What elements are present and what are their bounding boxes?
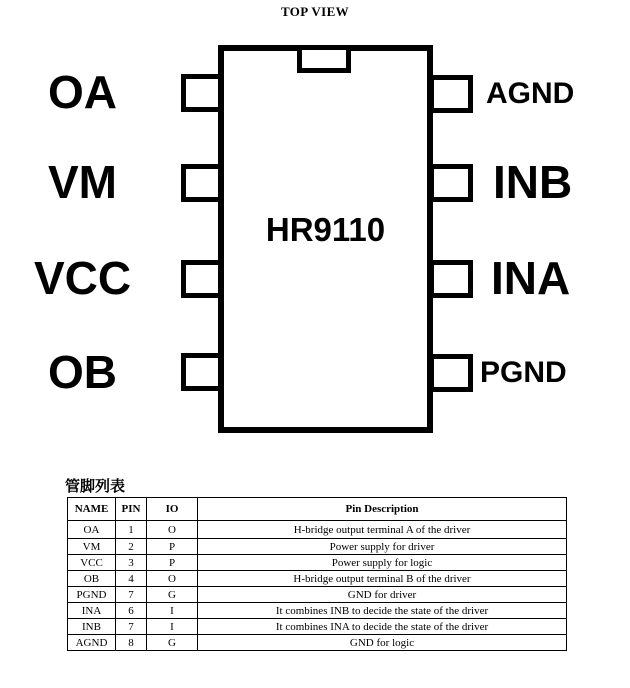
cell-pin: 1: [116, 521, 147, 539]
col-header-io: IO: [147, 498, 198, 521]
pin-pad-ina: [429, 260, 473, 298]
pin-label-ob: OB: [48, 346, 117, 398]
table-row: [68, 571, 567, 587]
chip-name: HR9110: [265, 211, 386, 248]
table-row: [68, 521, 567, 539]
cell-pin: 2: [116, 539, 147, 555]
cell-name: OA: [68, 521, 116, 539]
cell-description: It combines INA to decide the state of the driver: [198, 619, 567, 635]
pin-table-header-row: [68, 498, 567, 521]
cell-description: GND for logic: [198, 635, 567, 651]
cell-io: G: [147, 635, 198, 651]
cell-io: I: [147, 619, 198, 635]
cell-description: Power supply for driver: [198, 539, 567, 555]
cell-pin: 3: [116, 555, 147, 571]
cell-pin: 6: [116, 603, 147, 619]
cell-io: I: [147, 603, 198, 619]
cell-name: INB: [68, 619, 116, 635]
pin-pad-pgnd: [429, 354, 473, 392]
table-row: [68, 555, 567, 571]
cell-name: OB: [68, 571, 116, 587]
cell-name: AGND: [68, 635, 116, 651]
cell-io: O: [147, 521, 198, 539]
col-header-name: NAME: [68, 498, 116, 521]
pin-label-inb: INB: [493, 156, 573, 208]
top-view-label: TOP VIEW: [280, 4, 350, 19]
pin-label-agnd: AGND: [486, 77, 575, 110]
chip-notch-marker: [297, 45, 351, 73]
cell-name: PGND: [68, 587, 116, 603]
cell-description: Power supply for logic: [198, 555, 567, 571]
cell-io: O: [147, 571, 198, 587]
cell-name: VM: [68, 539, 116, 555]
pin-label-ina: INA: [491, 252, 571, 304]
pin-pad-vcc: [181, 260, 223, 298]
table-row: [68, 619, 567, 635]
pin-label-vm: VM: [48, 156, 117, 208]
cell-io: G: [147, 587, 198, 603]
table-row: [68, 587, 567, 603]
table-row: [68, 635, 567, 651]
cell-pin: 7: [116, 587, 147, 603]
cell-description: H-bridge output terminal A of the driver: [198, 521, 567, 539]
pin-pad-oa: [181, 74, 223, 112]
col-header-description: Pin Description: [198, 498, 567, 521]
pin-table: [67, 497, 567, 651]
table-row: [68, 539, 567, 555]
pin-label-oa: OA: [48, 66, 117, 118]
pin-label-vcc: VCC: [33, 252, 132, 304]
cell-description: It combines INB to decide the state of the driver: [198, 603, 567, 619]
pin-pad-agnd: [429, 75, 473, 113]
cell-description: H-bridge output terminal B of the driver: [198, 571, 567, 587]
pin-table-title: 管脚列表: [65, 478, 126, 495]
table-row: [68, 603, 567, 619]
pin-label-pgnd: PGND: [480, 356, 567, 389]
pin-pad-ob: [181, 353, 223, 391]
pin-pad-inb: [429, 164, 473, 202]
cell-name: INA: [68, 603, 116, 619]
cell-description: GND for driver: [198, 587, 567, 603]
cell-io: P: [147, 539, 198, 555]
cell-io: P: [147, 555, 198, 571]
cell-name: VCC: [68, 555, 116, 571]
cell-pin: 8: [116, 635, 147, 651]
col-header-pin: PIN: [116, 498, 147, 521]
cell-pin: 4: [116, 571, 147, 587]
cell-pin: 7: [116, 619, 147, 635]
pin-pad-vm: [181, 164, 223, 202]
